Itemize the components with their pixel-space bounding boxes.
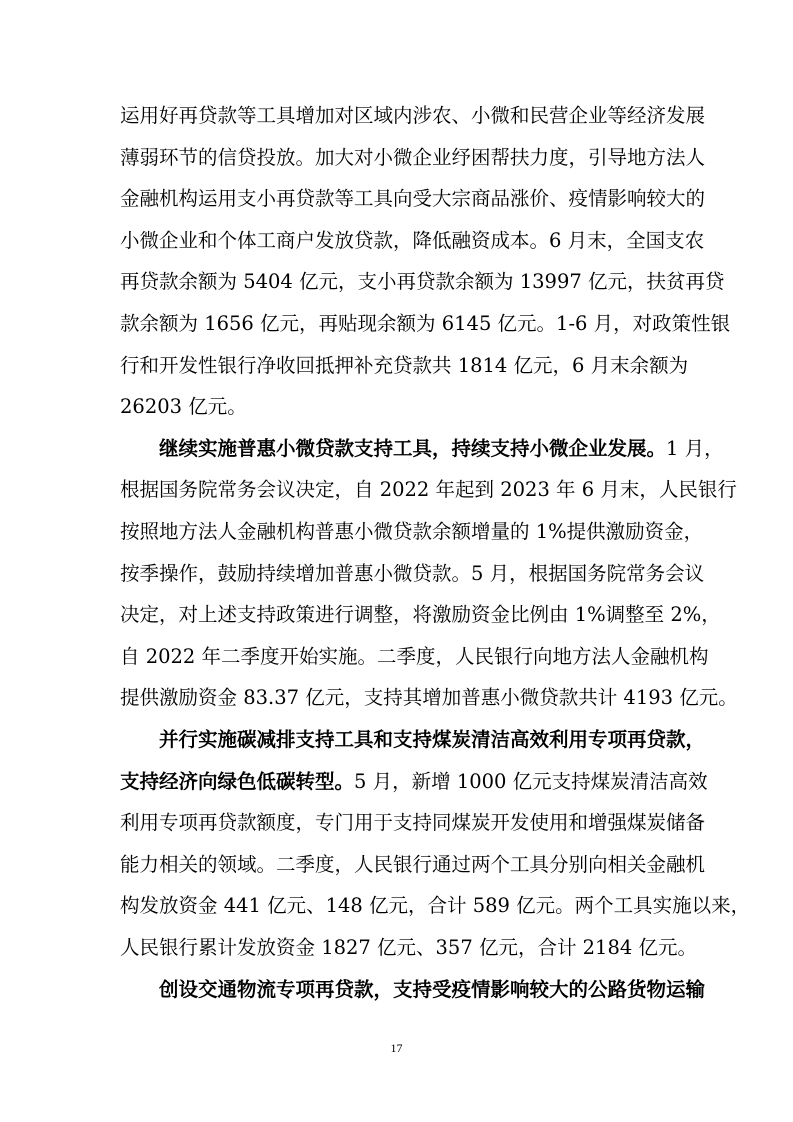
- paragraph-heading: 继续实施普惠小微贷款支持工具，持续支持小微企业发展。: [159, 437, 667, 460]
- paragraph-line: 26203 亿元。: [120, 395, 247, 418]
- paragraph-line: 按照地方法人金融机构普惠小微贷款余额增量的 1%提供激励资金，: [120, 520, 704, 543]
- paragraph-line: 利用专项再贷款额度，专门用于支持同煤炭开发使用和增强煤炭储备: [120, 811, 706, 834]
- paragraph-line: 小微企业和个体工商户发放贷款，降低融资成本。6 月末，全国支农: [120, 229, 705, 252]
- paragraph-line: 款余额为 1656 亿元，再贴现余额为 6145 亿元。1-6 月，对政策性银: [120, 312, 731, 335]
- paragraph-line: 提供激励资金 83.37 亿元，支持其增加普惠小微贷款共计 4193 亿元。: [120, 686, 738, 709]
- paragraph-line: 金融机构运用支小再贷款等工具向受大宗商品涨价、疫情影响较大的: [120, 187, 706, 210]
- paragraph-heading-line: 创设交通物流专项再贷款，支持受疫情影响较大的公路货物运输: [159, 978, 706, 1001]
- paragraph-text: 1 月，: [666, 437, 724, 460]
- paragraph-heading-line: [159, 434, 724, 464]
- paragraph-line: 构发放资金 441 亿元、148 亿元，合计 589 亿元。两个工具实施以来，: [120, 894, 751, 917]
- paragraph-line: 薄弱环节的信贷投放。加大对小微企业纾困帮扶力度，引导地方法人: [120, 146, 706, 169]
- paragraph-line: 自 2022 年二季度开始实施。二季度，人民银行向地方法人金融机构: [120, 645, 709, 668]
- paragraph-line: 决定，对上述支持政策进行调整，将激励资金比例由 1%调整至 2%，: [120, 603, 721, 626]
- paragraph-line: 再贷款余额为 5404 亿元，支小再贷款余额为 13997 亿元，扶贫再贷: [120, 270, 725, 293]
- paragraph-heading-line: [120, 767, 708, 797]
- paragraph-text: 5 月，新增 1000 亿元支持煤炭清洁高效: [354, 770, 708, 793]
- paragraph-line: 人民银行累计发放资金 1827 亿元、357 亿元，合计 2184 亿元。: [120, 936, 697, 959]
- paragraph-line: 根据国务院常务会议决定，自 2022 年起到 2023 年 6 月末，人民银行: [120, 478, 737, 501]
- paragraph-heading: 支持经济向绿色低碳转型。: [120, 770, 355, 793]
- paragraph-line: 按季操作，鼓励持续增加普惠小微贷款。5 月，根据国务院常务会议: [120, 562, 705, 585]
- paragraph-heading-line: 并行实施碳减排支持工具和支持煤炭清洁高效利用专项再贷款，: [159, 728, 706, 751]
- page-number: 17: [390, 1041, 403, 1055]
- paragraph-line: 行和开发性银行净收回抵押补充贷款共 1814 亿元，6 月末余额为: [120, 354, 689, 377]
- paragraph-line: 运用好再贷款等工具增加对区域内涉农、小微和民营企业等经济发展: [120, 104, 706, 127]
- paragraph-line: 能力相关的领域。二季度，人民银行通过两个工具分别向相关金融机: [120, 853, 706, 876]
